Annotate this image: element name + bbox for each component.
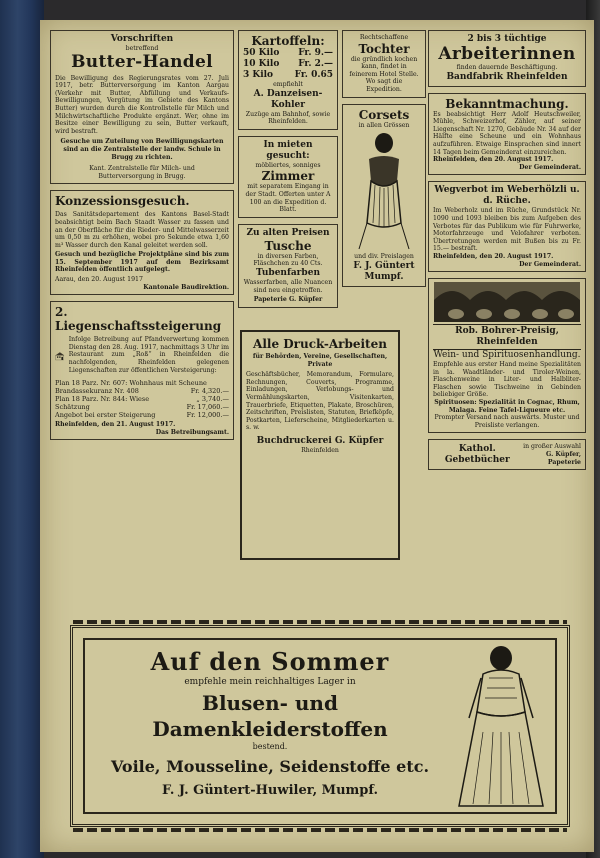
butter-bold: Gesuche um Zuteilung von Bewilligungskarten sind an die Zentralstelle der landw. Schule in Brugg zu richten. — [60, 138, 224, 161]
wine-foot: Prompter Versand nach auswärts. Muster und Preisliste verlangen. — [434, 414, 580, 429]
tochter-body: die gründlich kochen kann, findet in feinerem Hotel Stelle. Wo sagt die Expedition. — [349, 55, 419, 93]
auction-line: Brandassekuranz Nr. 408 Fr. 4,320.— — [55, 387, 229, 396]
column-1 — [50, 30, 234, 446]
butter-pre: Vorschriften — [110, 34, 174, 44]
wine-title: Rob. Bohrer-Preisig, Rheinfelden — [433, 324, 581, 350]
workers-line-2: finden dauernde Beschäftigung. — [456, 64, 558, 71]
notice-1-title: Bekanntmachung. — [445, 96, 569, 111]
concession-place: Aarau, den 20. August 1917 — [55, 276, 143, 284]
butter-body: Die Bewilligung des Regierungsrates vom 27. Juli 1917, betr. Butterversorgung im Kanton Aargau (Verkehr mit Butter, Abfüllung und Verkaufs-Bewilligungen, Vergütung im Gebiete des Kantons Butter) wurden durch die Kontrollstelle für Milch und Milchwirtschaftliche Produkte ergänzt. Wer, ohne im Besitze einer Bewilligung zu sein, Butter verkauft, wird bestraft. — [55, 74, 229, 135]
summer-line-3: Voile, Mousseline, Seidenstoffe etc. — [110, 757, 430, 776]
butter-title: Butter-Handel — [71, 51, 213, 72]
summer-line-2: bestend. — [252, 742, 288, 751]
paint-line-5: Wasserfarben, alle Nuancen sind neu eingetroffen. — [243, 278, 333, 294]
auction-line: Plan 18 Parz. Nr. 607: Wohnhaus mit Scheune — [55, 379, 207, 388]
room-title: In mieten gesucht: — [263, 139, 313, 161]
notice-2 — [428, 181, 586, 272]
auction-lines — [55, 379, 229, 419]
wine-ad — [428, 278, 586, 433]
potato-row: 10 Kilo Fr. 2.— — [243, 59, 333, 69]
summer-fabrics-ad — [70, 625, 570, 827]
print-sign: Buchdruckerei G. Küpfer — [256, 435, 384, 446]
wine-sub: Wein- und Spirituosenhandlung. — [433, 350, 581, 361]
auction-line: Schätzung Fr. 17,060.— — [55, 403, 229, 412]
workers-line-1: 2 bis 3 tüchtige — [467, 34, 547, 44]
concession-sign: Kantonale Baudirektion. — [143, 283, 229, 291]
paint-ad — [238, 224, 338, 308]
print-sub: für Behörden, Vereine, Gesellschaften, Private — [252, 353, 388, 368]
tochter-ad — [342, 30, 426, 98]
paint-line-2: Tusche — [264, 238, 312, 253]
butter-sub: betreffend — [125, 45, 159, 52]
corsets-foot-2: F. J. Güntert — [353, 260, 415, 271]
concession-title: Konzessionsgesuch. — [55, 194, 190, 209]
concession-ad — [50, 190, 234, 295]
column-3 — [342, 30, 426, 293]
workers-sign: Bandfabrik Rheinfelden — [446, 71, 568, 82]
woman-dress-illustration — [453, 642, 549, 810]
room-ad — [238, 136, 338, 218]
corset-illustration — [349, 131, 419, 251]
notice-2-body: Im Weberholz und im Rüche, Grundstück Nr. 1090 und 1093 bleiben bis zum Aufgeben des Verbotes für das Publikum wie für Fuhrwerke, Motorfahrzeuge und Velofahrer verboten. Übertretungen werden mit Bußen bis zu Fr. 15.— bestraft. — [433, 207, 581, 253]
butter-sign-1: Kant. Zentralstelle für Milch- und — [89, 165, 195, 173]
summer-ad-frame — [83, 638, 557, 814]
concession-bold: Gesuch und bezügliche Projektpläne sind bis zum 15. September 1917 auf dem Bezirksamt Rheinfelden öffentlich aufgelegt. — [55, 251, 229, 274]
auction-sign: Das Betreibungsamt. — [155, 428, 229, 436]
potato-vendor-note: Zuzüge am Bahnhof, sowie Rheinfelden. — [245, 110, 331, 126]
book-spine — [0, 0, 44, 858]
top-stripe — [73, 620, 567, 624]
wine-body: Empfehle aus erster Hand meine Spezialitäten in la. Waadtländer- und Tiroler-Weinen, Flaschenweine in Liter- und Halbliter-Flaschen sowie Tischweine in Gebinden beliebiger Größe. — [433, 361, 581, 399]
auction-title: 2. Liegenschaftssteigerung — [55, 305, 222, 334]
books-sub: in großer Auswahl — [523, 443, 581, 451]
potato-note: empfiehlt — [273, 81, 303, 88]
concession-body: Das Sanitätsdepartement des Kantons Basel-Stadt beabsichtigt beim Bach Staadt Wasser zu fassen und an der Oberfläche für die Rieder- und Mittelwasserzeit um 0,50 m zu erhöhen, wobei pro Sekunde etwa 1,60 m³ Wasser durch den Kanal geleitet werden soll. — [55, 211, 229, 249]
potato-row: 3 Kilo Fr. 0.65 — [243, 70, 333, 80]
print-title: Alle Druck-Arbeiten — [253, 337, 387, 351]
paint-line-4: Tubenfarben — [256, 267, 320, 278]
column-4 — [428, 30, 586, 476]
notice-1-place: Rheinfelden, den 20. August 1917. — [433, 156, 554, 164]
potato-vendor: A. Danzeisen-Kohler — [253, 88, 323, 110]
potato-title: Kartoffeln: — [251, 34, 325, 48]
corsets-foot-1: und div. Preislagen — [354, 253, 414, 261]
column-2 — [238, 30, 338, 314]
notice-2-sign: Der Gemeinderat. — [519, 260, 581, 268]
books-title: Kathol. Gebetbücher — [444, 443, 510, 465]
workers-ad — [428, 30, 586, 87]
auction-ad — [50, 301, 234, 440]
corsets-sub: in allen Grössen — [358, 121, 410, 129]
room-sub: möbliertes, sonniges — [255, 161, 321, 169]
bottom-stripe — [73, 828, 567, 832]
potato-row: 50 Kilo Fr. 9.— — [243, 48, 333, 58]
newspaper-page — [40, 20, 594, 852]
tochter-pre: Rechtschaffene — [359, 34, 409, 41]
auction-line: Plan 18 Parz. Nr. 844: Wiese „ 3,740.— — [55, 395, 229, 404]
wine-bold: Spirituosen: Spezialität in Cognac, Rhum, Malaga. Feine Tafel-Liqueure etc. — [434, 399, 580, 414]
print-ad — [240, 330, 400, 560]
notice-1-sign: Der Gemeinderat. — [519, 163, 581, 171]
workers-title: Arbeiterinnen — [438, 44, 576, 64]
corsets-foot-3: Mumpf. — [364, 271, 404, 282]
summer-line-1: empfehle mein reichhaltiges Lager in — [184, 677, 356, 687]
paint-line-3: in diversen Farben, Fläschchen zu 40 Cts. — [253, 252, 323, 268]
notice-2-title: Wegverbot im Weberhölzli u. d. Rüche. — [434, 185, 580, 207]
notice-1-body: Es beabsichtigt Herr Adolf Heutschweiler, Mühle, Schweizerhof, Zähler, auf seiner Liegenschaft Nr. 1270, Gebäude Nr. 34 auf der Hälfte eine Scheune und ein Wohnhaus aufzuführen. Etwaige Einsprachen sind innert 14 Tagen beim Gemeinderat einzureichen. — [433, 110, 581, 156]
butter-sign-2: Butterversorgung in Brugg. — [98, 172, 186, 180]
print-place: Rheinfelden — [301, 446, 339, 454]
paint-line-1: Zu alten Preisen — [246, 227, 330, 238]
house-illustration — [55, 336, 65, 376]
room-main: Zimmer — [261, 169, 315, 184]
notice-1 — [428, 93, 586, 176]
books-sign: G. Küpfer, Papeterie — [546, 451, 581, 466]
corsets-ad — [342, 104, 426, 287]
auction-line: Angebot bei erster Steigerung Fr. 12,000.— — [55, 411, 229, 420]
potato-ad — [238, 30, 338, 130]
summer-main: Blusen- und Damenkleiderstoffen — [152, 691, 388, 741]
wine-cellar-illustration — [434, 282, 580, 322]
corsets-title: Corsets — [358, 107, 410, 122]
auction-body: Infolge Betreibung auf Pfandverwertung kommen Dienstag den 28. Aug. 1917, nachmittags 3 Uhr im Restaurant zum „Roß“ in Rheinfelden die nachfolgenden, Rheinfelden gelegenen Liegenschaften zur öffentlichen Versteigerung: — [68, 336, 229, 374]
summer-ad-text — [95, 648, 445, 800]
books-ad — [428, 439, 586, 470]
paint-sign: Papeterie G. Küpfer — [253, 296, 323, 304]
notice-2-place: Rheinfelden, den 20. August 1917. — [433, 252, 554, 260]
print-body: Geschäftsbücher, Memorandum, Formulare, Rechnungen, Couverts, Programme, Einladungen, Verlobungs- und Vermählungskarten, Visitenkarten, Trauerbriefe, Etiquetten, Plakate, Broschüren, Zeitschriften, Preislisten, Statuten, Briefköpfe, Postkarten, Lieferscheine, Mitgliederkarten u. s. w. — [246, 371, 394, 432]
summer-title: Auf den Sommer — [150, 647, 390, 676]
tochter-title: Tochter — [358, 41, 410, 56]
room-body: mit separatem Eingang in der Stadt. Offerten unter A 100 an die Expedition d. Blatt. — [245, 183, 331, 214]
butter-ad — [50, 30, 234, 184]
summer-sign: F. J. Güntert-Huwiler, Mumpf. — [161, 783, 379, 798]
auction-place: Rheinfelden, den 21. August 1917. — [55, 421, 176, 429]
